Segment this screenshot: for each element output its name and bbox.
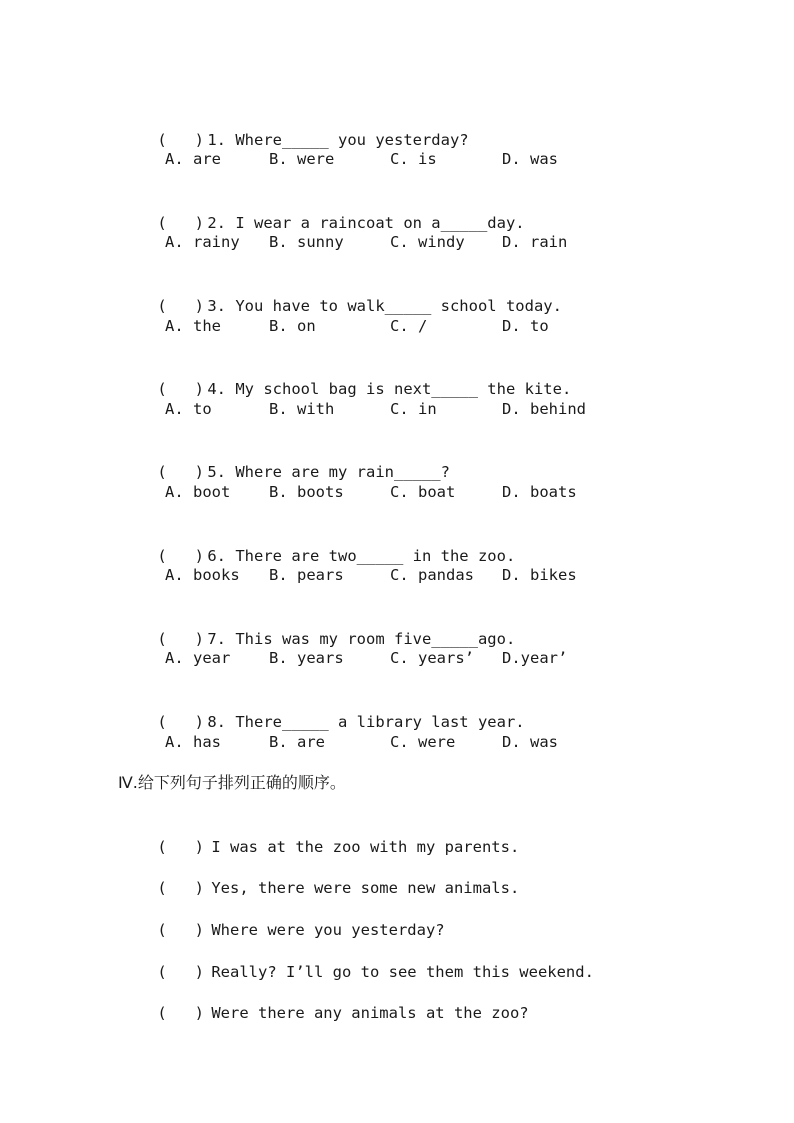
option-c: C. in bbox=[390, 400, 437, 418]
answer-blank[interactable]: ( ) bbox=[157, 297, 204, 315]
option-d: D. boats bbox=[502, 483, 577, 501]
question-7 bbox=[120, 606, 516, 648]
answer-blank[interactable]: ( ) bbox=[157, 380, 204, 398]
question-text: Where are my rain_____? bbox=[235, 463, 450, 481]
question-number: 6. bbox=[207, 547, 226, 565]
order-item-4 bbox=[120, 939, 594, 981]
answer-blank[interactable]: ( ) bbox=[157, 921, 204, 939]
question-1 bbox=[120, 107, 469, 149]
section-4-title: Ⅳ.给下列句子排列正确的顺序。 bbox=[118, 773, 346, 792]
order-item-3 bbox=[120, 897, 445, 939]
question-4-options bbox=[165, 398, 586, 420]
order-sentence: Where were you yesterday? bbox=[211, 921, 445, 939]
option-b: B. boots bbox=[269, 483, 344, 501]
option-c: C. windy bbox=[390, 233, 465, 251]
answer-blank[interactable]: ( ) bbox=[157, 879, 204, 897]
answer-blank[interactable]: ( ) bbox=[157, 1004, 204, 1022]
option-d: D. to bbox=[502, 317, 549, 335]
answer-blank[interactable]: ( ) bbox=[157, 630, 204, 648]
question-5 bbox=[120, 439, 450, 481]
question-number: 2. bbox=[207, 214, 226, 232]
order-item-1 bbox=[120, 814, 520, 856]
question-8 bbox=[120, 689, 525, 731]
option-b: B. years bbox=[269, 649, 344, 667]
option-d: D.year’ bbox=[502, 649, 568, 667]
answer-blank[interactable]: ( ) bbox=[157, 214, 204, 232]
answer-blank[interactable]: ( ) bbox=[157, 463, 204, 481]
option-b: B. sunny bbox=[269, 233, 344, 251]
question-number: 4. bbox=[207, 380, 226, 398]
option-a: A. year bbox=[165, 649, 231, 667]
answer-blank[interactable]: ( ) bbox=[157, 547, 204, 565]
question-5-options bbox=[165, 481, 577, 503]
order-sentence: Were there any animals at the zoo? bbox=[211, 1004, 529, 1022]
question-8-options bbox=[165, 731, 558, 753]
question-4 bbox=[120, 356, 572, 398]
option-c: C. pandas bbox=[390, 566, 474, 584]
question-3-options bbox=[165, 315, 549, 337]
option-c: C. were bbox=[390, 733, 456, 751]
order-item-5 bbox=[120, 980, 529, 1022]
question-number: 8. bbox=[207, 713, 226, 731]
question-2-options bbox=[165, 231, 568, 253]
option-b: B. with bbox=[269, 400, 335, 418]
order-item-2 bbox=[120, 855, 520, 897]
question-1-options bbox=[165, 148, 558, 170]
question-text: There are two_____ in the zoo. bbox=[235, 547, 516, 565]
question-text: My school bag is next_____ the kite. bbox=[235, 380, 572, 398]
question-text: Where_____ you yesterday? bbox=[235, 131, 469, 149]
option-c: C. is bbox=[390, 150, 437, 168]
answer-blank[interactable]: ( ) bbox=[157, 838, 204, 856]
order-sentence: Really? I’ll go to see them this weekend. bbox=[211, 963, 594, 981]
question-number: 1. bbox=[207, 131, 226, 149]
option-c: C. boat bbox=[390, 483, 456, 501]
question-text: There_____ a library last year. bbox=[235, 713, 525, 731]
option-a: A. books bbox=[165, 566, 240, 584]
option-b: B. were bbox=[269, 150, 335, 168]
option-a: A. rainy bbox=[165, 233, 240, 251]
option-a: A. has bbox=[165, 733, 221, 751]
question-number: 5. bbox=[207, 463, 226, 481]
option-b: B. pears bbox=[269, 566, 344, 584]
order-sentence: I was at the zoo with my parents. bbox=[211, 838, 520, 856]
answer-blank[interactable]: ( ) bbox=[157, 713, 204, 731]
option-a: A. boot bbox=[165, 483, 231, 501]
answer-blank[interactable]: ( ) bbox=[157, 963, 204, 981]
option-d: D. was bbox=[502, 733, 558, 751]
question-number: 3. bbox=[207, 297, 226, 315]
question-6-options bbox=[165, 564, 577, 586]
question-text: This was my room five_____ago. bbox=[235, 630, 516, 648]
option-d: D. bikes bbox=[502, 566, 577, 584]
question-text: You have to walk_____ school today. bbox=[235, 297, 562, 315]
order-sentence: Yes, there were some new animals. bbox=[211, 879, 520, 897]
option-d: D. was bbox=[502, 150, 558, 168]
option-b: B. on bbox=[269, 317, 316, 335]
option-b: B. are bbox=[269, 733, 325, 751]
option-a: A. to bbox=[165, 400, 212, 418]
option-a: A. the bbox=[165, 317, 221, 335]
option-c: C. / bbox=[390, 317, 428, 335]
question-2 bbox=[120, 190, 525, 232]
question-6 bbox=[120, 523, 516, 565]
option-d: D. behind bbox=[502, 400, 586, 418]
option-d: D. rain bbox=[502, 233, 568, 251]
question-text: I wear a raincoat on a_____day. bbox=[235, 214, 525, 232]
question-7-options bbox=[165, 647, 568, 669]
option-a: A. are bbox=[165, 150, 221, 168]
question-3 bbox=[120, 273, 562, 315]
option-c: C. years’ bbox=[390, 649, 474, 667]
question-number: 7. bbox=[207, 630, 226, 648]
answer-blank[interactable]: ( ) bbox=[157, 131, 204, 149]
